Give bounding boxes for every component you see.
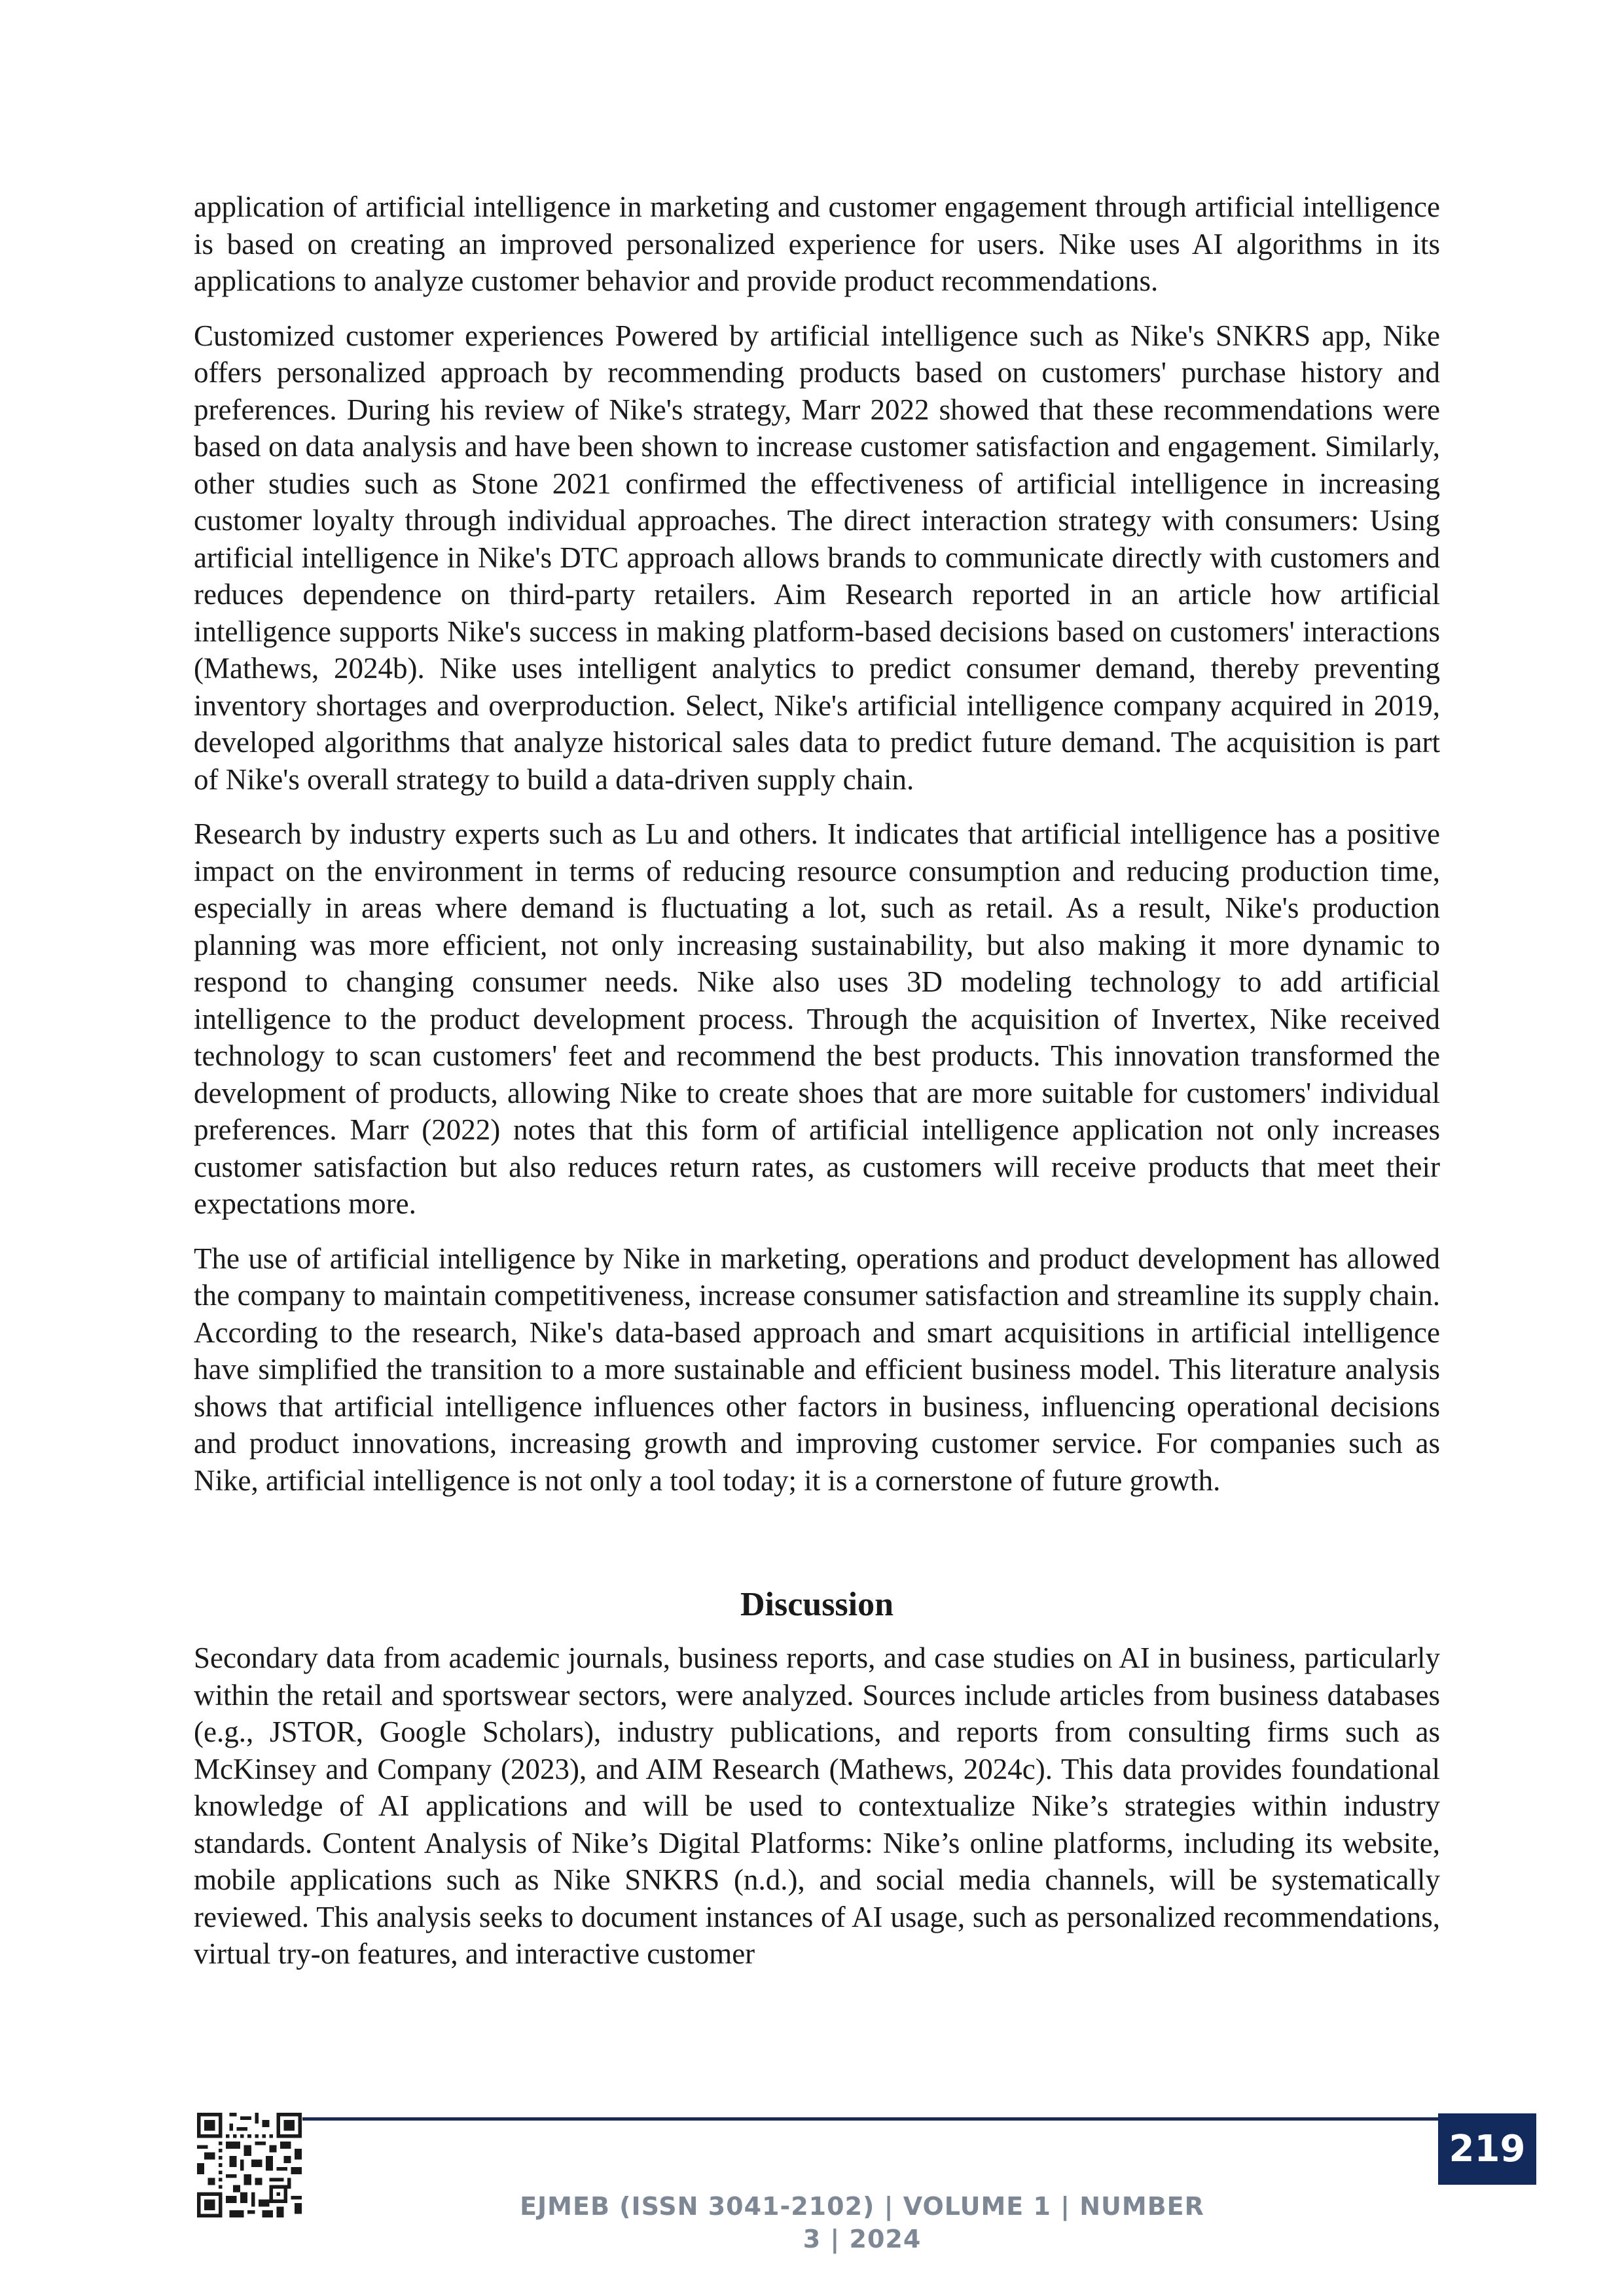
discussion-heading: Discussion [740, 1586, 894, 1623]
journal-info: EJMEB (ISSN 3041-2102) | VOLUME 1 | NUMBER 3 | 2024 [520, 2192, 1204, 2253]
body-paragraph-1: application of artificial intelligence in marketing and customer engagement through artificial intelligence is based on creating an improved personalized experience for users. Nike uses AI algorithms in its applications to analyze customer behavior and provide product recommendations. [194, 190, 1440, 297]
discussion-paragraph: Secondary data from academic journals, business reports, and case studies on AI in business, particularly within the retail and sportswear sectors, were analyzed. Sources include articles from business databases (e.g., JSTOR, Google Scholars), industry publications, and reports from consulting firms such as McKinsey and Company (2023), and AIM Research (Mathews, 2024c). This data provides foundational knowledge of AI applications and will be used to contextualize Nike’s strategies within industry standards. Content Analysis of Nike’s Digital Platforms: Nike’s online platforms, including its website, mobile applications such as Nike SNKRS (n.d.), and social media channels, will be systematically reviewed. This analysis seeks to document instances of AI usage, such as personalized recommendations, virtual try-on features, and interactive customer [194, 1641, 1440, 1970]
page-number: 219 [1438, 2113, 1536, 2185]
qr-code-icon [197, 2113, 302, 2217]
page-body [194, 188, 1440, 1990]
body-paragraph-3: Research by industry experts such as Lu and others. It indicates that artificial intelligence has a positive impact on the environment in terms of reducing resource consumption and reducing production time, especially in areas where demand is fluctuating a lot, such as retail. As a result, Nike's production planning was more efficient, not only increasing sustainability, but also making it more dynamic to respond to changing consumer needs. Nike also uses 3D modeling technology to add artificial intelligence to the product development process. Through the acquisition of Invertex, Nike received technology to scan customers' feet and recommend the best products. This innovation transformed the development of products, allowing Nike to create shoes that are more suitable for customers' individual preferences. Marr (2022) notes that this form of artificial intelligence application not only increases customer satisfaction but also reduces return rates, as customers will receive products that meet their expectations more. [194, 817, 1440, 1220]
footer-rule [302, 2117, 1451, 2121]
body-paragraph-2: Customized customer experiences Powered by artificial intelligence such as Nike's SNKRS app, Nike offers personalized approach by recommending products based on customers' purchase history and preferences. During his review of Nike's strategy, Marr 2022 showed that these recommendations were based on data analysis and have been shown to increase customer satisfaction and engagement. Similarly, other studies such as Stone 2021 confirmed the effectiveness of artificial intelligence in increasing customer loyalty through individual approaches. The direct interaction strategy with consumers: Using artificial intelligence in Nike's DTC approach allows brands to communicate directly with customers and reduces dependence on third-party retailers. Aim Research reported in an article how artificial intelligence supports Nike's success in making platform-based decisions based on customers' interactions (Mathews, 2024b). Nike uses intelligent analytics to predict consumer demand, thereby preventing inventory shortages and overproduction. Select, Nike's artificial intelligence company acquired in 2019, developed algorithms that analyze historical sales data to predict future demand. The acquisition is part of Nike's overall strategy to build a data-driven supply chain. [194, 319, 1440, 796]
body-paragraph-4: The use of artificial intelligence by Nike in marketing, operations and product development has allowed the company to maintain competitiveness, increase consumer satisfaction and streamline its supply chain. According to the research, Nike's data-based approach and smart acquisitions in artificial intelligence have simplified the transition to a more sustainable and efficient business model. This literature analysis shows that artificial intelligence influences other factors in business, influencing operational decisions and product innovations, increasing growth and improving customer service. For companies such as Nike, artificial intelligence is not only a tool today; it is a cornerstone of future growth. [194, 1242, 1440, 1497]
